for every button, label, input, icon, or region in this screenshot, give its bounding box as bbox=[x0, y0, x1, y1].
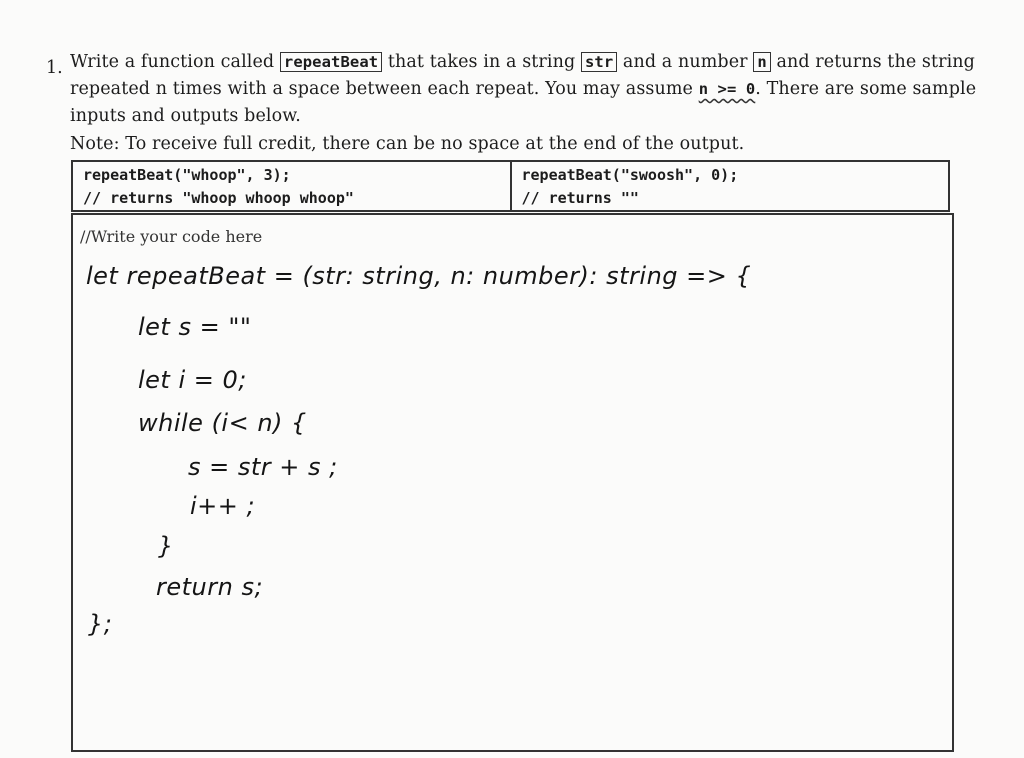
question-text: repeated n times with a space between each repeat. You may assume bbox=[70, 79, 694, 99]
param-n: n bbox=[753, 52, 770, 72]
sample-cell bbox=[510, 162, 949, 210]
question-text: Write a function called bbox=[70, 52, 275, 72]
question-text: and a number bbox=[622, 52, 748, 72]
sample-result: // returns "whoop whoop whoop" bbox=[83, 189, 354, 207]
question-number: 1. bbox=[46, 58, 63, 78]
sample-cell bbox=[73, 162, 510, 210]
question-line-2 bbox=[70, 79, 976, 99]
sample-result: // returns "" bbox=[521, 189, 639, 207]
handwritten-line: let repeatBeat = (str: string, n: number): string => { bbox=[86, 262, 752, 290]
question-text: that takes in a string bbox=[387, 52, 576, 72]
question-text: . There are some sample bbox=[755, 79, 977, 99]
handwritten-line: }; bbox=[88, 610, 113, 638]
handwritten-line: let s = "" bbox=[138, 313, 252, 341]
param-str: str bbox=[581, 52, 617, 72]
sample-call: repeatBeat("swoosh", 0); bbox=[521, 166, 739, 184]
handwritten-line: i++ ; bbox=[190, 492, 256, 520]
answer-comment: //Write your code here bbox=[80, 227, 263, 246]
handwritten-line: } bbox=[158, 532, 174, 560]
handwritten-line: return s; bbox=[156, 573, 264, 601]
answer-box[interactable] bbox=[71, 213, 954, 752]
handwritten-line: s = str + s ; bbox=[188, 453, 338, 481]
handwritten-line: let i = 0; bbox=[138, 366, 247, 394]
sample-table bbox=[71, 160, 950, 212]
question-line-3: inputs and outputs below. bbox=[70, 106, 301, 126]
question-text: and returns the string bbox=[776, 52, 975, 72]
assumption: n >= 0 bbox=[698, 80, 756, 98]
question-line-1 bbox=[70, 52, 975, 72]
note: Note: To receive full credit, there can be no space at the end of the output. bbox=[70, 134, 745, 154]
function-name: repeatBeat bbox=[280, 52, 382, 72]
handwritten-line: while (i< n) { bbox=[138, 409, 307, 437]
sample-call: repeatBeat("whoop", 3); bbox=[83, 166, 291, 184]
